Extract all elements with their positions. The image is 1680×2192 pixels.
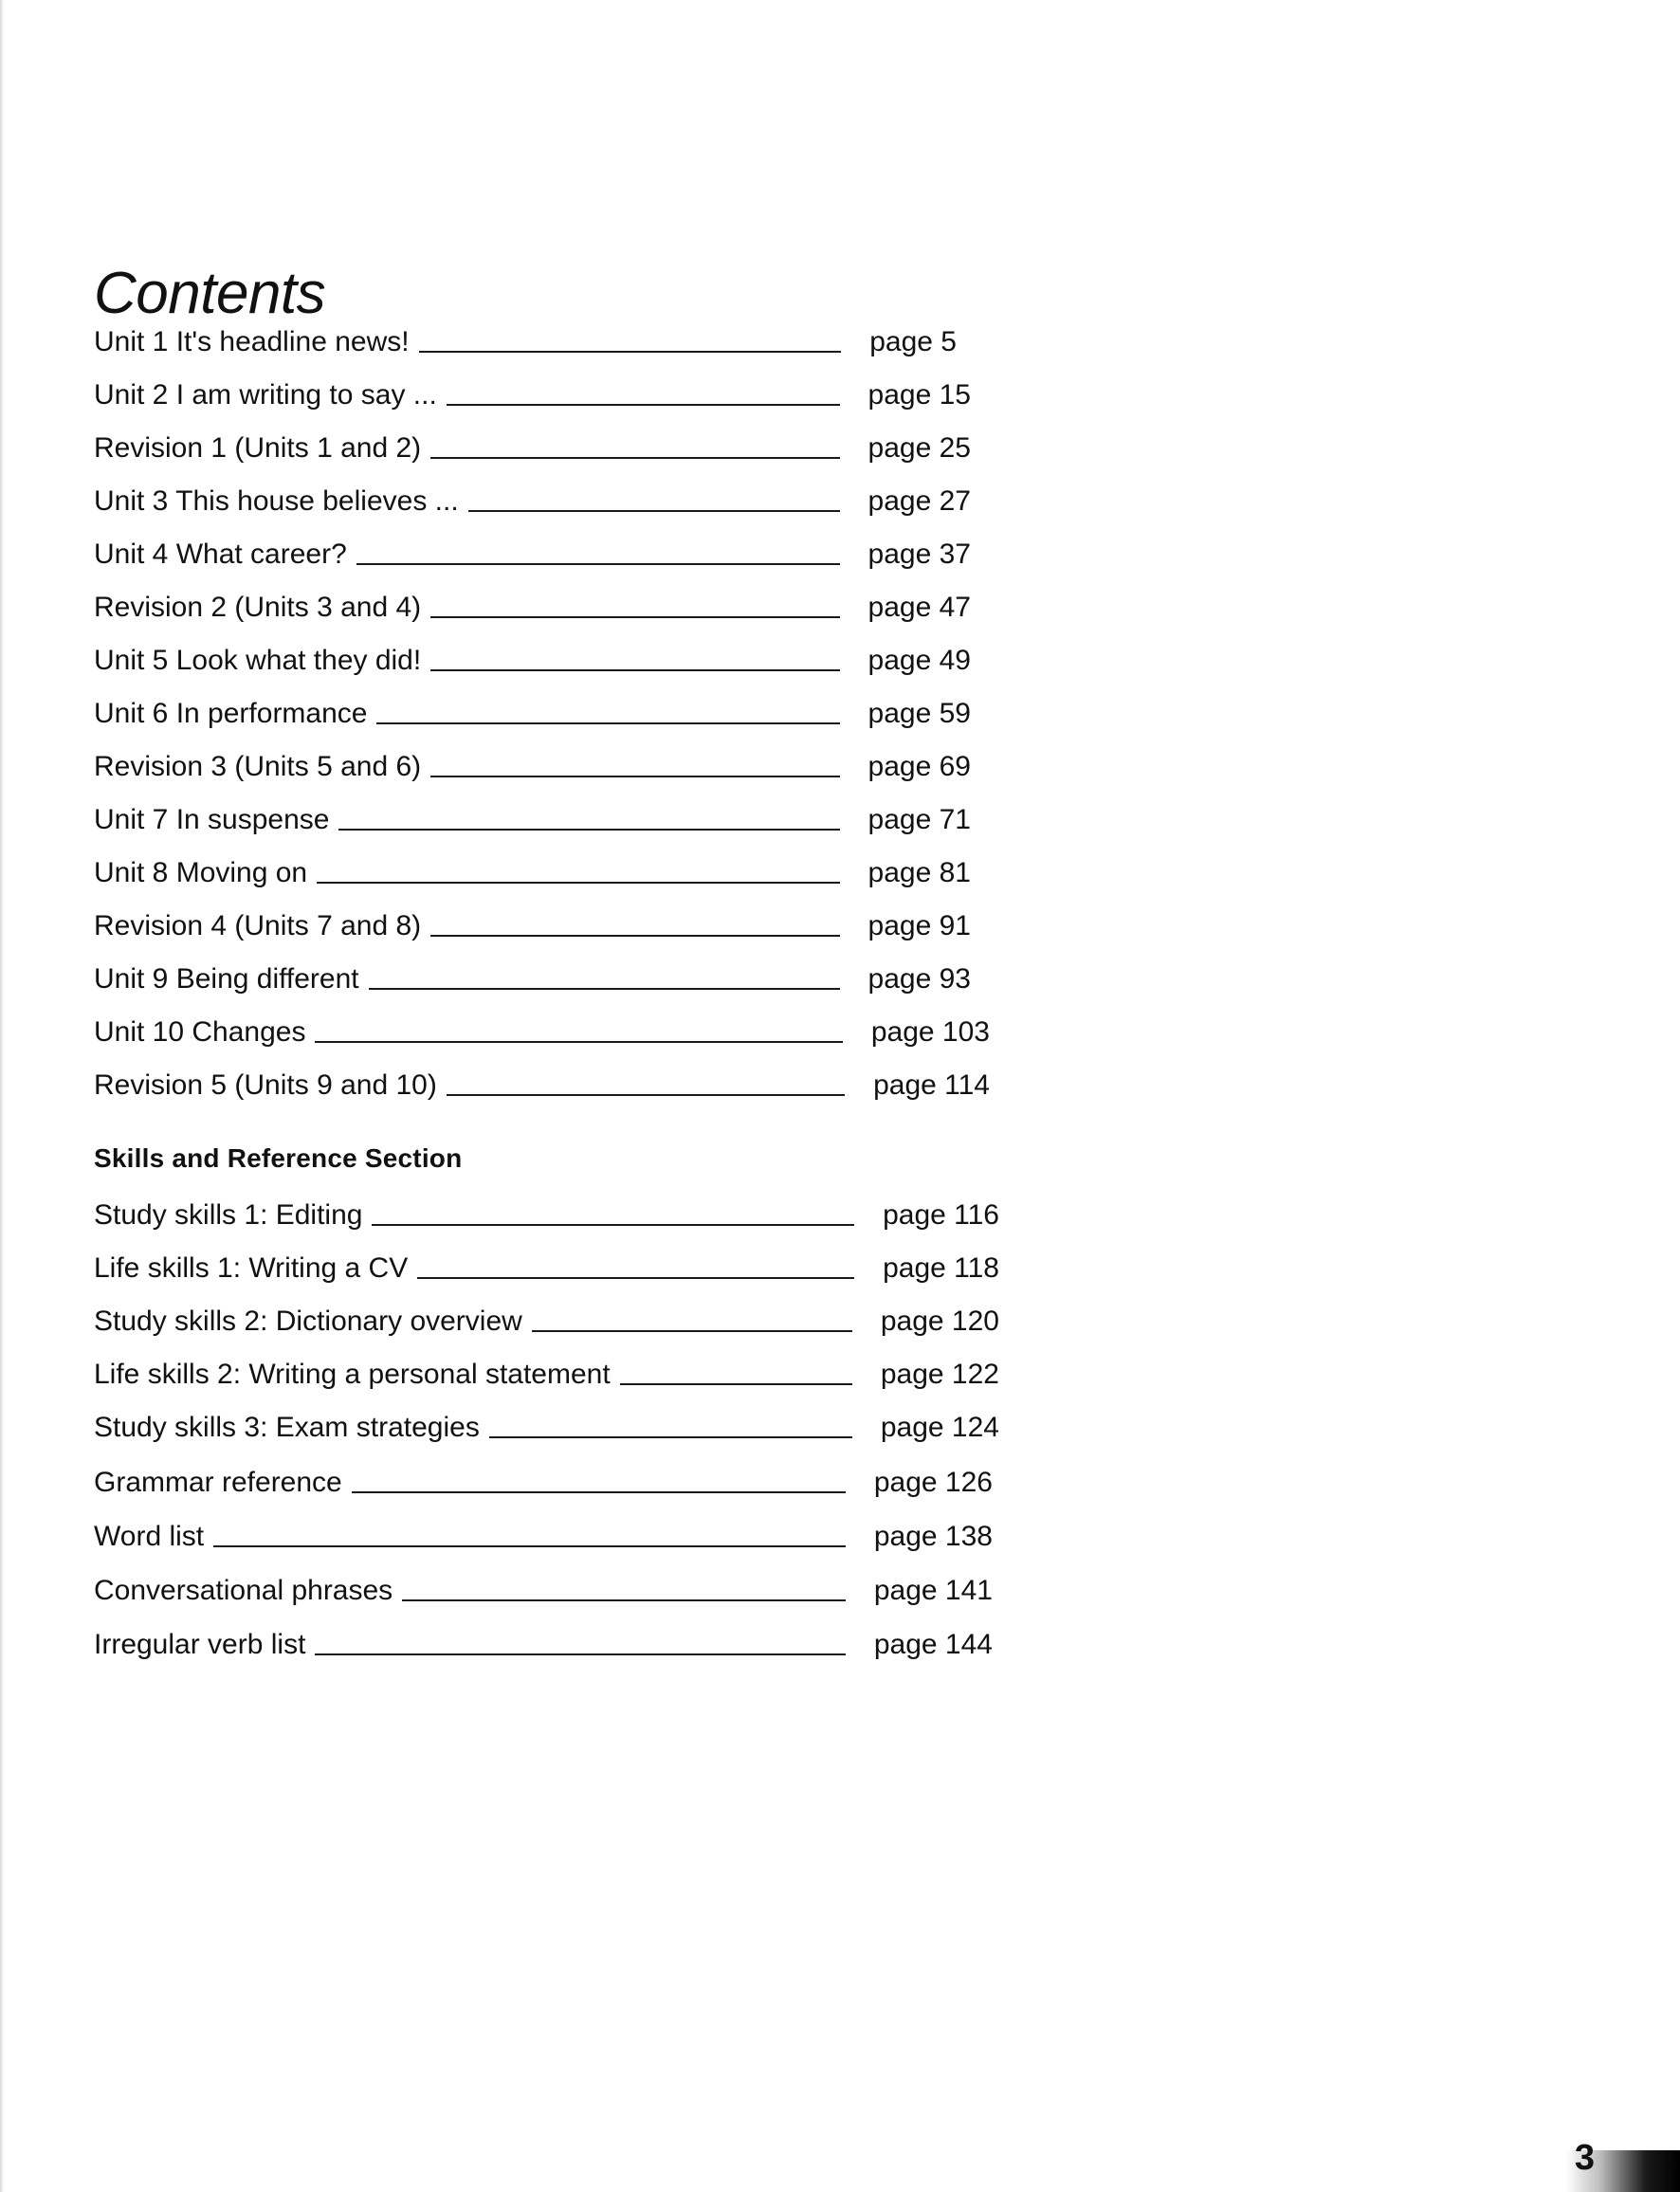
toc-entry-label: Unit 9 Being different xyxy=(94,963,359,995)
toc-entry-label: Unit 3 This house believes ... xyxy=(94,485,459,517)
toc-entry-label: Irregular verb list xyxy=(94,1629,306,1660)
toc-entry[interactable] xyxy=(94,1196,999,1234)
leader-line xyxy=(376,722,839,724)
leader-line xyxy=(352,1491,846,1493)
toc-entry-page: page 47 xyxy=(867,592,971,623)
toc-entry-label: Unit 4 What career? xyxy=(94,539,347,570)
toc-entry-page: page 93 xyxy=(867,963,971,995)
toc-entry-label: Study skills 1: Editing xyxy=(94,1199,363,1231)
toc-entry-label: Unit 5 Look what they did! xyxy=(94,645,422,676)
leader-line xyxy=(468,510,840,512)
toc-entry[interactable] xyxy=(94,323,957,361)
toc-entry-page: page 49 xyxy=(867,645,971,676)
toc-entry[interactable] xyxy=(94,642,971,680)
leader-line xyxy=(417,1277,854,1279)
toc-entry-page: page 122 xyxy=(880,1359,999,1390)
toc-entry-label: Study skills 2: Dictionary overview xyxy=(94,1306,522,1337)
toc-entry[interactable] xyxy=(94,376,971,414)
leader-line xyxy=(489,1436,852,1438)
toc-entry-page: page 91 xyxy=(867,910,971,941)
toc-entry-label: Revision 4 (Units 7 and 8) xyxy=(94,910,422,941)
toc-entry-page: page 120 xyxy=(880,1306,999,1337)
toc-entry-page: page 37 xyxy=(867,539,971,570)
toc-entry-page: page 25 xyxy=(867,432,971,464)
leader-line xyxy=(356,563,840,565)
toc-entry-label: Life skills 2: Writing a personal statement xyxy=(94,1359,611,1390)
toc-entry[interactable] xyxy=(94,1014,990,1051)
toc-entry[interactable] xyxy=(94,695,971,733)
leader-line xyxy=(430,457,839,459)
leader-line xyxy=(213,1545,846,1547)
toc-entry-page: page 118 xyxy=(883,1252,999,1284)
toc-entry[interactable] xyxy=(94,1409,999,1447)
toc-entry[interactable] xyxy=(94,1626,993,1664)
leader-line xyxy=(317,882,839,884)
toc-entry-page: page 138 xyxy=(873,1521,993,1552)
leader-line xyxy=(315,1653,845,1655)
toc-entry-label: Revision 3 (Units 5 and 6) xyxy=(94,751,422,782)
toc-entry-page: page 81 xyxy=(867,857,971,888)
toc-entry[interactable] xyxy=(94,536,971,574)
toc-entry-label: Conversational phrases xyxy=(94,1575,393,1606)
toc-entry-label: Life skills 1: Writing a CV xyxy=(94,1252,409,1284)
toc-entry-label: Study skills 3: Exam strategies xyxy=(94,1412,480,1443)
section-heading: Skills and Reference Section xyxy=(94,1143,463,1173)
toc-entry-label: Grammar reference xyxy=(94,1467,342,1498)
toc-entry[interactable] xyxy=(94,483,971,521)
page-edge xyxy=(0,0,4,2192)
leader-line xyxy=(447,1094,845,1096)
leader-line xyxy=(419,351,842,353)
toc-entry-label: Revision 1 (Units 1 and 2) xyxy=(94,432,422,464)
toc-entry[interactable] xyxy=(94,1572,993,1610)
toc-entry[interactable] xyxy=(94,1067,990,1105)
toc-entry-label: Unit 1 It's headline news! xyxy=(94,326,410,357)
toc-entry-page: page 5 xyxy=(869,326,957,357)
leader-line xyxy=(620,1383,852,1385)
toc-entry-label: Unit 6 In performance xyxy=(94,698,368,729)
toc-entry[interactable] xyxy=(94,589,971,627)
toc-entry-page: page 126 xyxy=(873,1467,993,1498)
leader-line xyxy=(430,935,839,937)
toc-entry[interactable] xyxy=(94,907,971,945)
toc-entry[interactable] xyxy=(94,1464,993,1502)
toc-entry-label: Word list xyxy=(94,1521,205,1552)
toc-entry-page: page 15 xyxy=(867,379,971,411)
toc-entry-page: page 141 xyxy=(873,1575,993,1606)
toc-entry[interactable] xyxy=(94,854,971,892)
toc-entry-page: page 116 xyxy=(883,1199,999,1231)
toc-entry[interactable] xyxy=(94,1518,993,1556)
leader-line xyxy=(372,1224,854,1226)
toc-entry-label: Unit 8 Moving on xyxy=(94,857,308,888)
leader-line xyxy=(430,669,839,671)
leader-line xyxy=(430,616,839,618)
toc-entry[interactable] xyxy=(94,748,971,786)
leader-line xyxy=(447,404,840,406)
toc-entry-page: page 71 xyxy=(867,804,971,835)
page-number: 3 xyxy=(1574,2138,1595,2178)
toc-entry-page: page 124 xyxy=(880,1412,999,1443)
toc-entry-label: Revision 2 (Units 3 and 4) xyxy=(94,592,422,623)
leader-line xyxy=(315,1041,842,1043)
leader-line xyxy=(402,1599,846,1601)
toc-entry[interactable] xyxy=(94,1303,999,1341)
leader-line xyxy=(369,988,840,990)
toc-entry-label: Unit 7 In suspense xyxy=(94,804,330,835)
leader-line xyxy=(338,829,839,831)
leader-line xyxy=(430,776,839,777)
leader-line xyxy=(532,1330,852,1332)
toc-entry-label: Unit 2 I am writing to say ... xyxy=(94,379,437,411)
toc-entry[interactable] xyxy=(94,960,971,998)
toc-entry-page: page 69 xyxy=(867,751,971,782)
toc-entry[interactable] xyxy=(94,801,971,839)
page-title: Contents xyxy=(94,260,326,326)
toc-entry-label: Unit 10 Changes xyxy=(94,1016,306,1048)
toc-entry[interactable] xyxy=(94,1356,999,1394)
toc-entry[interactable] xyxy=(94,429,971,467)
toc-entry-page: page 27 xyxy=(867,485,971,517)
toc-entry-label: Revision 5 (Units 9 and 10) xyxy=(94,1069,437,1101)
toc-entry[interactable] xyxy=(94,1250,999,1288)
toc-entry-page: page 103 xyxy=(870,1016,990,1048)
toc-entry-page: page 59 xyxy=(867,698,971,729)
toc-entry-page: page 114 xyxy=(873,1069,990,1101)
toc-entry-page: page 144 xyxy=(873,1629,993,1660)
